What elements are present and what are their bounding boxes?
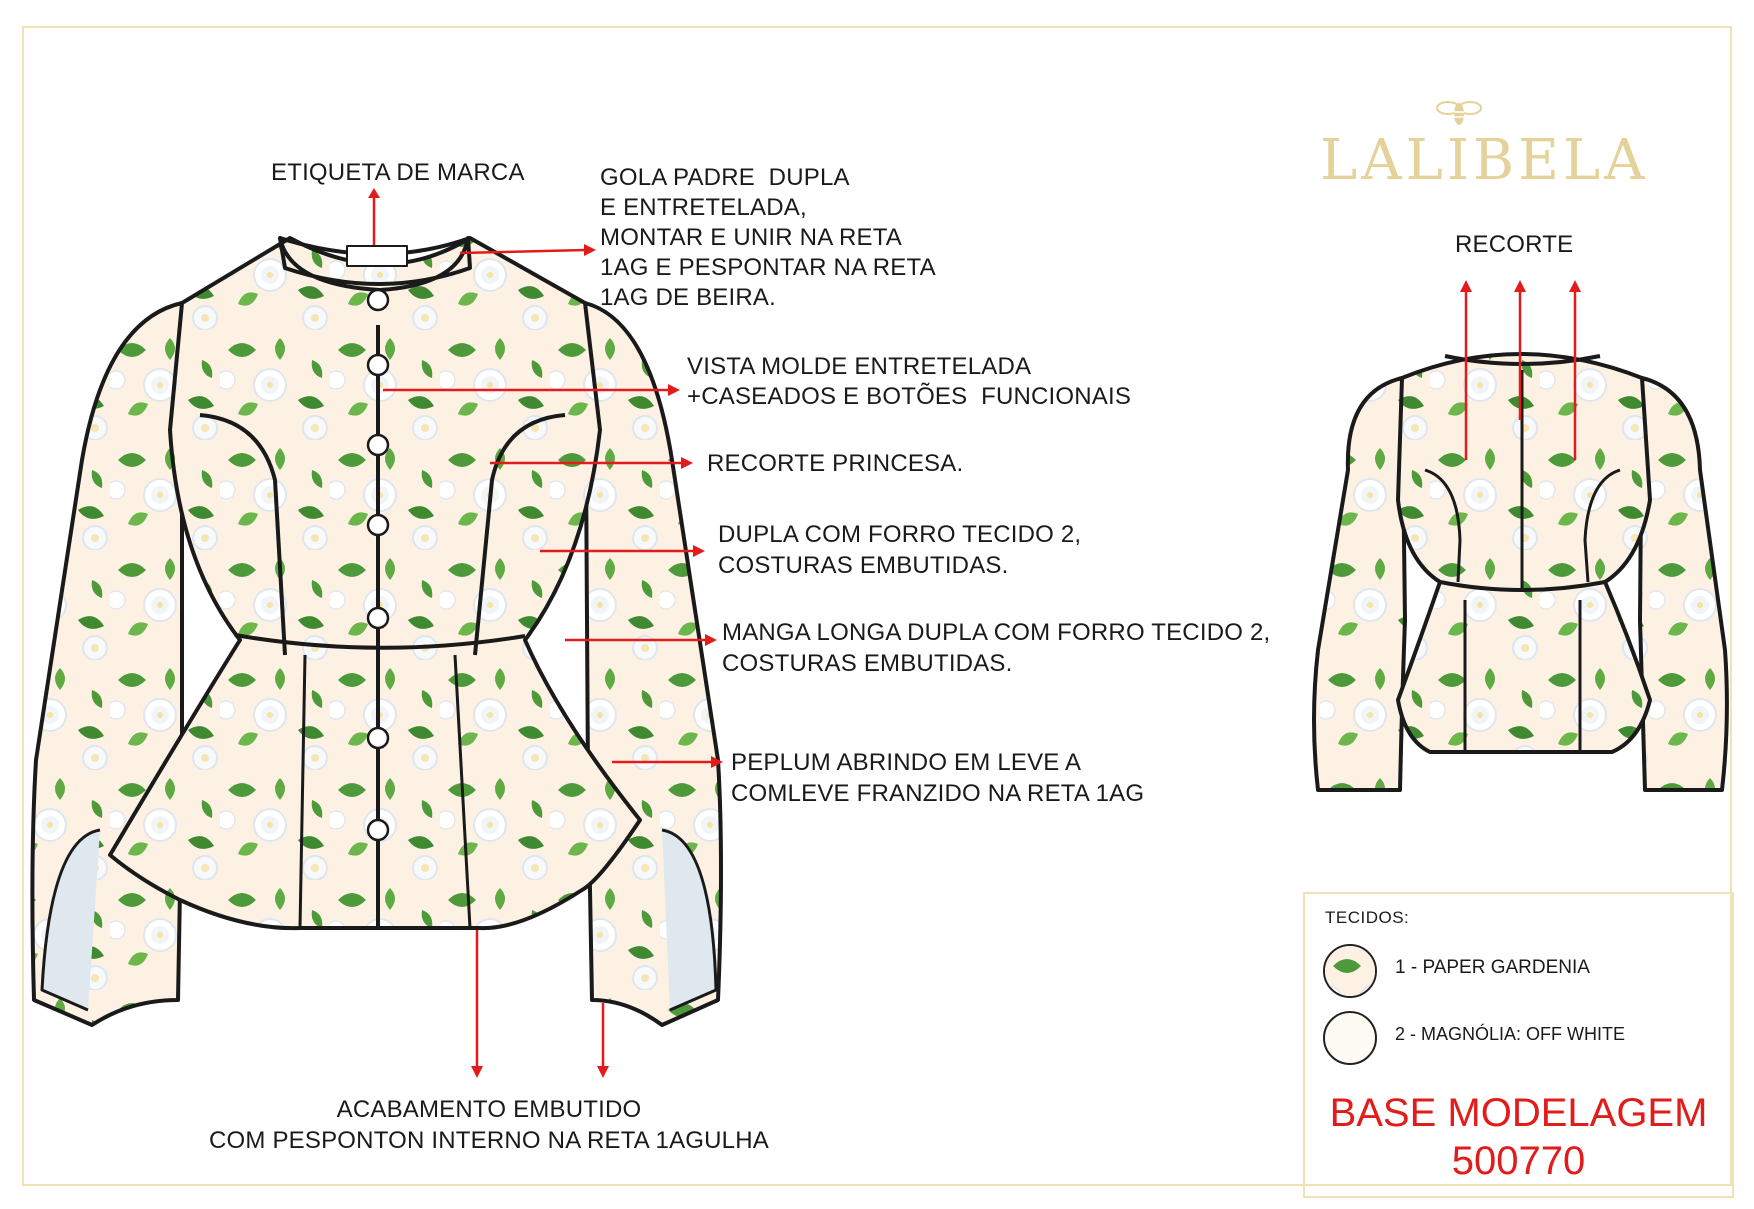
label-sleeve: MANGA LONGA DUPLA COM FORRO TECIDO 2, COSTURAS EMBUTIDAS.: [722, 619, 1271, 677]
label-brand-tag: ETIQUETA DE MARCA: [271, 159, 525, 186]
fabric-legend: [1303, 892, 1734, 1198]
legend-item-2: 2 - MAGNÓLIA: OFF WHITE: [1395, 1024, 1626, 1044]
legend-title: TECIDOS:: [1325, 908, 1410, 927]
brand-logo: LALIBELA: [1320, 128, 1649, 193]
label-peplum: PEPLUM ABRINDO EM LEVE A COMLEVE FRANZIDO NA RETA 1AG: [731, 749, 1145, 807]
swatch-magnolia: [1323, 1011, 1377, 1065]
swatch-paper-gardenia: [1323, 944, 1377, 998]
label-collar: GOLA PADRE DUPLA E ENTRETELADA, MONTAR E UNIR NA RETA 1AG E PESPONTAR NA RETA 1AG DE BEIRA.: [600, 164, 936, 311]
base-title: BASE MODELAGEM: [1329, 1091, 1708, 1135]
legend-item-1: 1 - PAPER GARDENIA: [1395, 957, 1590, 978]
label-placket: VISTA MOLDE ENTRETELADA +CASEADOS E BOTÕES FUNCIONAIS: [687, 353, 1132, 410]
label-lining: DUPLA COM FORRO TECIDO 2, COSTURAS EMBUTIDAS.: [718, 521, 1082, 579]
label-back-seam: RECORTE: [1455, 231, 1574, 258]
label-finish: ACABAMENTO EMBUTIDO COM PESPONTON INTERNO NA RETA 1AGULHA: [209, 1096, 769, 1154]
base-code: 500770: [1451, 1139, 1586, 1183]
label-princess-seam: RECORTE PRINCESA.: [707, 450, 964, 477]
